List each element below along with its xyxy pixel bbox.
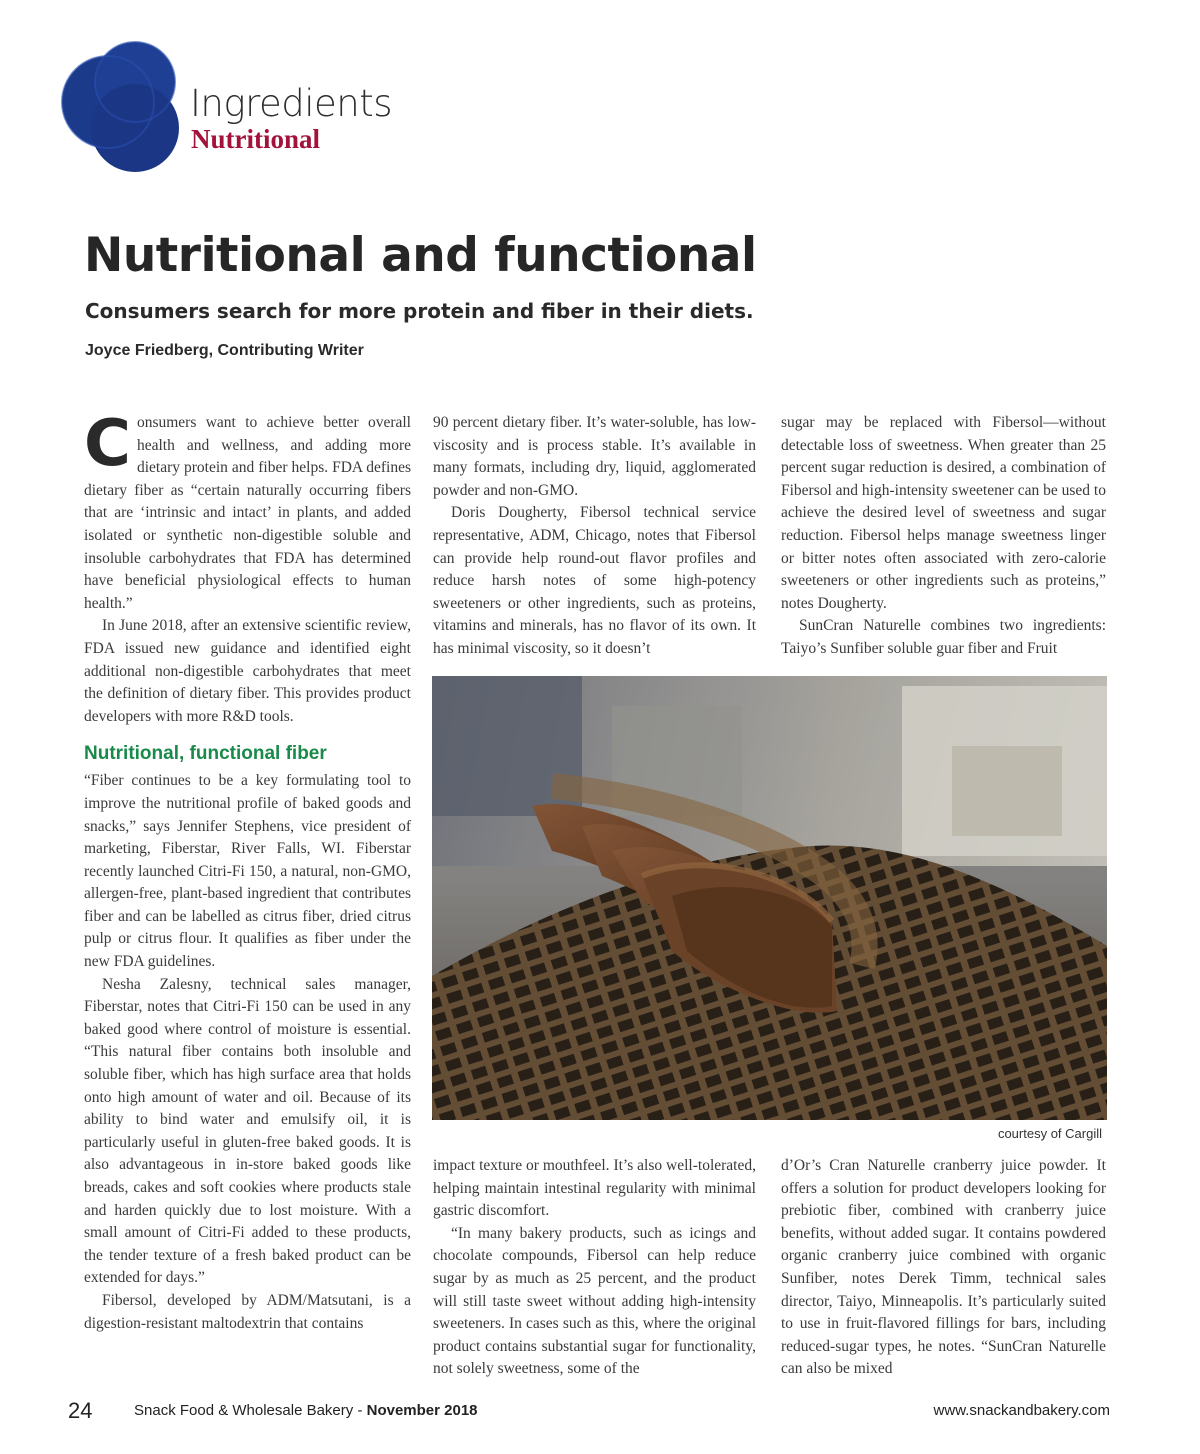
deck: Consumers search for more protein and fiber in their diets. xyxy=(85,299,754,323)
paragraph-text: onsumers want to achieve better overall health and wellness, and adding more dietary protein and fiber helps. FDA defines dietary fiber as “certain naturally occurring fibers that are ‘intrinsic and intact’ in plants, and added isolated or synthetic non-digestible soluble and insoluble carbohydrates that FDA has determined have beneficial physiological effects to human health.” xyxy=(84,414,411,612)
paragraph: Fibersol, developed by ADM/Matsutani, is a digestion-resistant maltodextrin that contains xyxy=(84,1291,411,1332)
paragraph: “In many bakery products, such as icings and chocolate compounds, Fibersol can help reduce sugar by as much as 25 percent, and the product will still taste sweet without adding high-intensity sweeteners. In cases such as this, where the original product contains substantial sugar for functionality, not solely sweetness, some of the xyxy=(433,1224,756,1378)
publication-name: Snack Food & Wholesale Bakery - xyxy=(134,1402,367,1419)
section-logo xyxy=(60,40,190,175)
paragraph: SunCran Naturelle combines two ingredients: Taiyo’s Sunfiber soluble guar fiber and Fruit xyxy=(781,617,1106,657)
column-1 xyxy=(84,407,411,1335)
section-subtitle: Nutritional xyxy=(191,124,321,154)
photo-illustration xyxy=(432,676,1107,1120)
column-2-bottom xyxy=(433,1155,756,1381)
column-3-bottom xyxy=(781,1155,1106,1381)
column-3-top xyxy=(781,412,1106,661)
bread-conveyor-photo xyxy=(432,676,1107,1120)
paragraph: impact texture or mouthfeel. It’s also well-tolerated, helping maintain intestinal regularity with minimal gastric discomfort. xyxy=(433,1157,756,1220)
issue-date: November 2018 xyxy=(366,1402,478,1419)
subhead: Nutritional, functional fiber xyxy=(84,743,327,765)
paragraph: Doris Dougherty, Fibersol technical service representative, ADM, Chicago, notes that Fibersol can provide help round-out flavor profiles and reduce harsh notes of some high-potency sweeteners or other ingredients, such as proteins, vitamins and minerals, has no flavor of its own. It has minimal viscosity, so it doesn’t xyxy=(433,504,756,657)
paragraph: d’Or’s Cran Naturelle cranberry juice powder. It offers a solution for product developers looking for prebiotic fiber, combined with cranberry juice benefits, without added sugar. It contains powdered organic cranberry juice combined with organic Sunfiber, notes Derek Timm, technical sales director, Taiyo, Minneapolis. It’s particularly suited to use in fruit-flavored fillings for bars, including reduced-sugar types, he notes. “SunCran Naturelle can also be mixed xyxy=(781,1157,1106,1378)
website-url: www.snackandbakery.com xyxy=(933,1402,1110,1419)
paragraph: 90 percent dietary fiber. It’s water-soluble, has low-viscosity and is process stable. It’s available in many formats, including dry, liquid, agglomerated powder and non-GMO. xyxy=(433,414,756,499)
paragraph: “Fiber continues to be a key formulating tool to improve the nutritional profile of baked goods and snacks,” says Jennifer Stephens, vice president of marketing, Fiberstar, River Falls, WI. Fiberstar recently launched Citri-Fi 150, a natural, non-GMO, allergen-free, plant-based ingredient that contributes fiber and can be labelled as citrus fiber, dried citrus pulp or citrus flour. It qualifies as fiber under the new FDA guidelines. xyxy=(84,772,411,971)
drop-cap: C xyxy=(84,407,131,481)
paragraph: sugar may be replaced with Fibersol—without detectable loss of sweetness. When greater than 25 percent sugar reduction is desired, a combination of Fibersol and high-intensity sweetener can be used to achieve the desired level of sweetness and sugar reduction. Fibersol helps manage sweetness linger or bitter notes often associated with zero-calorie sweeteners or other ingredients such as proteins,” notes Dougherty. xyxy=(781,414,1106,612)
byline: Joyce Friedberg, Contributing Writer xyxy=(85,342,364,359)
page-number: 24 xyxy=(68,1398,93,1423)
section-title: Ingredients xyxy=(190,82,392,125)
photo-caption: courtesy of Cargill xyxy=(997,1126,1102,1141)
headline: Nutritional and functional xyxy=(84,228,757,283)
paragraph: In June 2018, after an extensive scientific review, FDA issued new guidance and identified eight additional non-digestible carbohydrates that meet the definition of dietary fiber. This provides product developers with more R&D tools. xyxy=(84,617,411,725)
paragraph: Nesha Zalesny, technical sales manager, Fiberstar, notes that Citri-Fi 150 can be used in any baked good where control of moisture is essential. “This natural fiber contains both insoluble and soluble fiber, which has high surface area that holds onto high amount of water and oil. Because of its ability to bind water and emulsify oil, it is particularly useful in gluten-free baked goods. It is also advantageous in in-store baked goods like breads, cakes and soft cookies where products stale and harden quickly due to lost moisture. With a small amount of Citri-Fi added to these products, the tender texture of a fresh baked product can be extended for days.” xyxy=(84,975,411,1287)
column-2-top xyxy=(433,412,756,661)
publication-line xyxy=(134,1402,478,1419)
paragraph xyxy=(84,407,411,615)
